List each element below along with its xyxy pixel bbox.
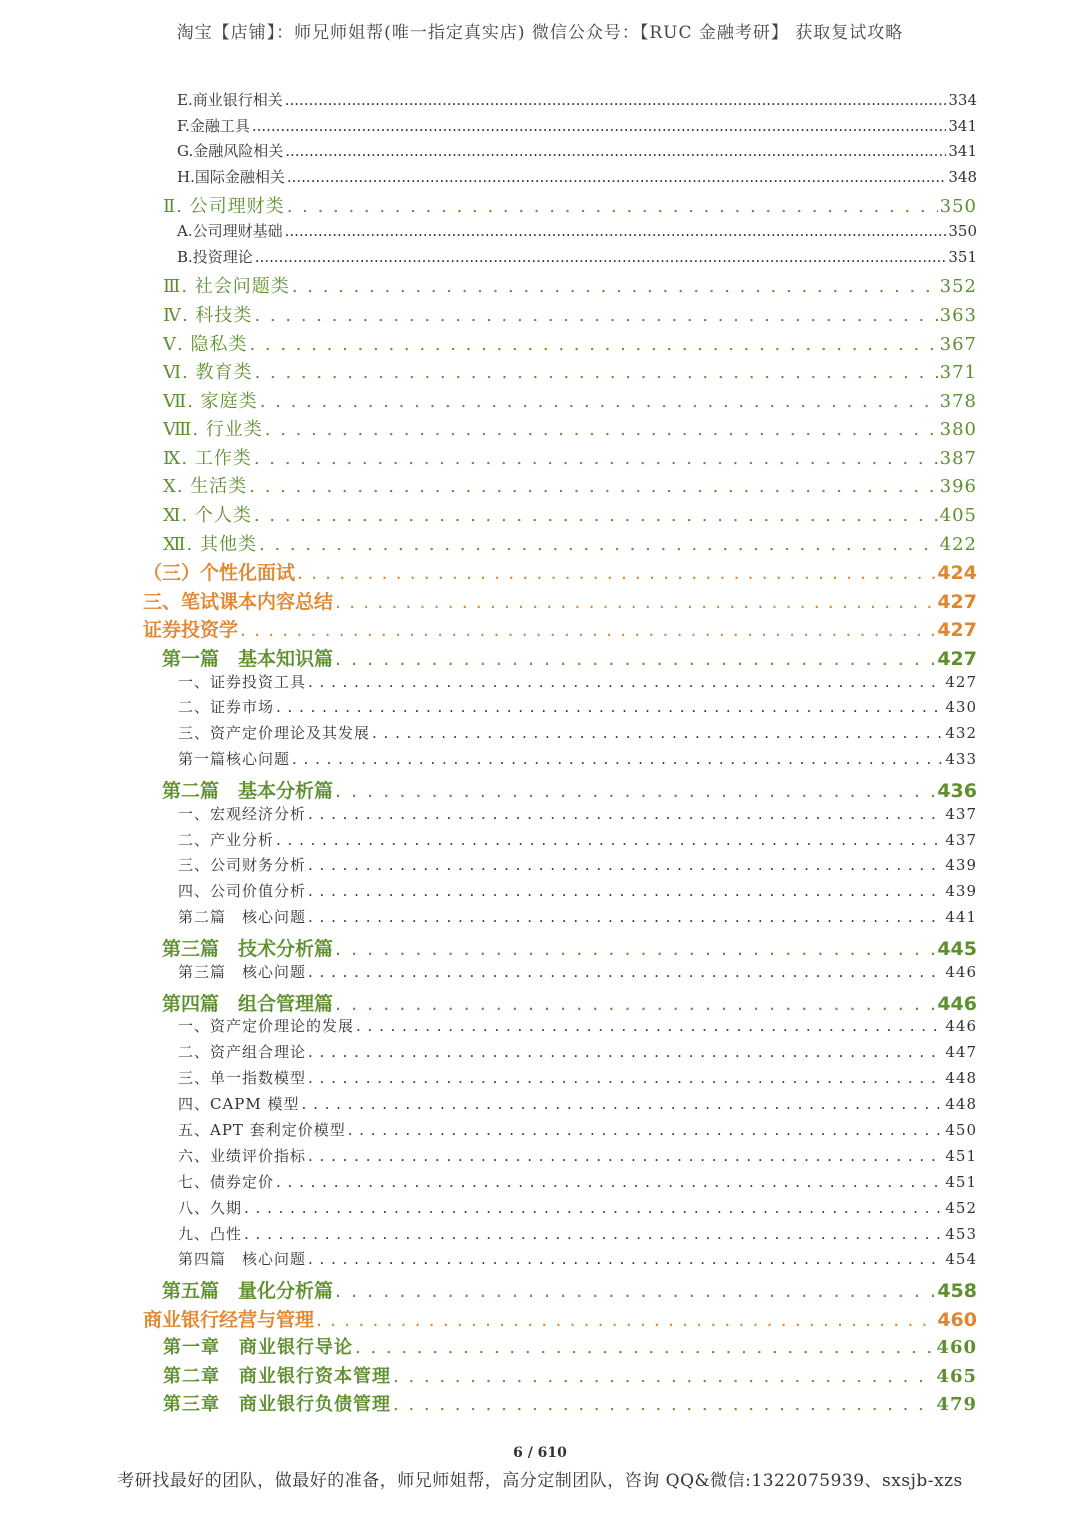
toc-leader-dots xyxy=(348,1121,944,1139)
toc-entry-page: 351 xyxy=(948,248,977,266)
toc-entry-page: 465 xyxy=(936,1366,977,1387)
toc-entry[interactable] xyxy=(178,1145,977,1166)
toc-entry-page: 437 xyxy=(945,831,977,849)
toc-leader-dots xyxy=(393,1366,934,1387)
toc-entry[interactable] xyxy=(163,444,977,470)
toc-entry[interactable] xyxy=(163,301,977,327)
toc-entry[interactable] xyxy=(163,192,977,218)
toc-leader-dots xyxy=(308,805,943,823)
toc-entry[interactable] xyxy=(163,1362,977,1388)
toc-entry-title: 二、资产组合理论 xyxy=(178,1043,307,1061)
toc-leader-dots xyxy=(276,1173,943,1191)
toc-entry-page: 451 xyxy=(945,1147,977,1165)
toc-entry-page: 363 xyxy=(939,305,977,326)
toc-leader-dots xyxy=(285,142,946,160)
toc-leader-dots xyxy=(249,476,937,497)
toc-leader-dots xyxy=(254,305,937,326)
toc-entry[interactable] xyxy=(177,166,977,187)
toc-leader-dots xyxy=(308,1043,943,1061)
toc-leader-dots xyxy=(254,448,938,469)
toc-entry[interactable] xyxy=(177,89,977,110)
toc-leader-dots xyxy=(308,963,943,981)
toc-entry[interactable] xyxy=(162,989,977,1016)
toc-entry-page: 446 xyxy=(937,993,977,1015)
toc-entry-title: Ⅵ. 教育类 xyxy=(163,362,253,383)
toc-entry[interactable] xyxy=(162,934,977,961)
toc-leader-dots xyxy=(249,334,937,355)
toc-entry[interactable] xyxy=(178,880,977,901)
page-number: 6 / 610 xyxy=(513,1445,567,1461)
toc-entry-title: 第五篇 量化分析篇 xyxy=(162,1280,334,1302)
toc-entry-title: 证券投资学 xyxy=(143,619,239,641)
toc-entry-title: 六、业绩评价指标 xyxy=(178,1147,307,1165)
toc-entry[interactable] xyxy=(143,615,977,642)
toc-entry-title: Ⅹ. 生活类 xyxy=(163,476,248,497)
toc-entry-page: 334 xyxy=(948,91,977,109)
toc-entry-title: Ⅺ. 个人类 xyxy=(163,505,252,526)
toc-entry-title: 二、产业分析 xyxy=(178,831,275,849)
toc-entry[interactable] xyxy=(162,1276,977,1303)
toc-entry[interactable] xyxy=(178,1197,977,1218)
toc-entry-title: 第三篇 技术分析篇 xyxy=(162,938,334,960)
toc-leader-dots xyxy=(285,222,947,240)
toc-entry-page: 452 xyxy=(945,1199,977,1217)
toc-entry-title: A.公司理财基础 xyxy=(177,222,283,240)
toc-leader-dots xyxy=(308,1069,943,1087)
toc-leader-dots xyxy=(244,1225,943,1243)
toc-entry-title: Ⅱ. 公司理财类 xyxy=(163,196,285,217)
toc-entry-title: Ⅲ. 社会问题类 xyxy=(163,276,290,297)
toc-entry-page: 446 xyxy=(945,1017,977,1035)
toc-entry-title: Ⅴ. 隐私类 xyxy=(163,334,248,355)
toc-entry-page: 396 xyxy=(939,476,977,497)
toc-leader-dots xyxy=(335,648,935,670)
toc-entry-title: Ⅷ. 行业类 xyxy=(163,419,263,440)
toc-entry[interactable] xyxy=(162,776,977,803)
toc-leader-dots xyxy=(265,419,938,440)
toc-entry-title: 三、单一指数模型 xyxy=(178,1069,307,1087)
toc-leader-dots xyxy=(308,1250,943,1268)
page-header: 淘宝【店铺】：师兄师姐帮(唯一指定真实店) 微信公众号：【RUC 金融考研】 获取复试攻略 xyxy=(176,23,904,43)
toc-entry-title: 四、CAPM 模型 xyxy=(178,1095,300,1113)
toc-entry-title: 一、证券投资工具 xyxy=(178,673,307,691)
toc-leader-dots xyxy=(356,1017,943,1035)
toc-entry-page: 352 xyxy=(939,276,977,297)
toc-entry-page: 441 xyxy=(945,908,977,926)
toc-entry-page: 437 xyxy=(945,805,977,823)
toc-entry-title: 第二篇 基本分析篇 xyxy=(162,780,334,802)
toc-entry-title: 五、APT 套利定价模型 xyxy=(178,1121,346,1139)
toc-entry[interactable] xyxy=(178,854,977,875)
toc-leader-dots xyxy=(308,856,943,874)
toc-entry[interactable] xyxy=(178,748,977,769)
toc-leader-dots xyxy=(335,1280,935,1302)
toc-entry-title: Ⅻ. 其他类 xyxy=(163,534,258,555)
toc-entry[interactable] xyxy=(163,415,977,441)
toc-entry-title: F.金融工具 xyxy=(177,117,250,135)
toc-leader-dots xyxy=(255,248,947,266)
toc-entry-page: 424 xyxy=(937,562,977,584)
toc-entry-page: 367 xyxy=(939,334,977,355)
toc-entry-page: 479 xyxy=(936,1394,977,1415)
toc-entry[interactable] xyxy=(163,530,977,556)
toc-entry[interactable] xyxy=(178,722,977,743)
toc-entry[interactable] xyxy=(178,696,977,717)
toc-entry-page: 439 xyxy=(945,882,977,900)
toc-entry-page: 432 xyxy=(945,724,977,742)
toc-entry-title: 第三篇 核心问题 xyxy=(178,963,307,981)
toc-entry[interactable] xyxy=(163,272,977,298)
toc-leader-dots xyxy=(308,882,943,900)
toc-entry-title: 第二篇 核心问题 xyxy=(178,908,307,926)
toc-entry-page: 448 xyxy=(945,1095,977,1113)
toc-leader-dots xyxy=(297,562,935,584)
toc-leader-dots xyxy=(355,1337,934,1358)
toc-entry[interactable] xyxy=(178,1223,977,1244)
toc-entry-page: 422 xyxy=(939,534,977,555)
toc-entry[interactable] xyxy=(177,220,977,241)
toc-leader-dots xyxy=(393,1394,934,1415)
toc-entry[interactable] xyxy=(178,1171,977,1192)
toc-entry-title: （三）个性化面试 xyxy=(143,562,296,584)
toc-entry-title: Ⅳ. 科技类 xyxy=(163,305,253,326)
toc-entry-title: 三、公司财务分析 xyxy=(178,856,307,874)
toc-entry-page: 439 xyxy=(945,856,977,874)
toc-entry[interactable] xyxy=(163,501,977,527)
toc-entry-title: 一、宏观经济分析 xyxy=(178,805,307,823)
toc-entry-title: G.金融风险相关 xyxy=(177,142,284,160)
toc-entry[interactable] xyxy=(162,644,977,671)
toc-entry-page: 341 xyxy=(948,117,977,135)
toc-entry-page: 341 xyxy=(948,142,977,160)
toc-entry[interactable] xyxy=(178,1248,977,1269)
toc-leader-dots xyxy=(252,117,947,135)
toc-entry[interactable] xyxy=(178,961,977,982)
toc-entry-page: 350 xyxy=(939,196,977,217)
toc-leader-dots xyxy=(240,619,935,641)
toc-entry[interactable] xyxy=(143,1305,977,1332)
toc-entry-page: 430 xyxy=(945,698,977,716)
toc-leader-dots xyxy=(287,196,938,217)
toc-leader-dots xyxy=(260,391,938,412)
toc-leader-dots xyxy=(292,750,943,768)
toc-leader-dots xyxy=(255,362,938,383)
toc-entry-page: 405 xyxy=(939,505,977,526)
toc-leader-dots xyxy=(335,938,935,960)
toc-leader-dots xyxy=(276,831,943,849)
toc-entry-page: 427 xyxy=(937,648,977,670)
page-footer: 考研找最好的团队，做最好的准备，师兄师姐帮，高分定制团队，咨询 QQ&微信:1322075939、sxsjb-xzs xyxy=(117,1471,963,1491)
toc-entry[interactable] xyxy=(177,246,977,267)
toc-entry-title: Ⅸ. 工作类 xyxy=(163,448,252,469)
toc-entry-title: 七、债券定价 xyxy=(178,1173,275,1191)
toc-entry-page: 445 xyxy=(937,938,977,960)
toc-entry-title: 二、证券市场 xyxy=(178,698,275,716)
toc-entry[interactable] xyxy=(163,387,977,413)
toc-entry[interactable] xyxy=(178,803,977,824)
toc-entry[interactable] xyxy=(163,358,977,384)
toc-entry-title: 第一篇 基本知识篇 xyxy=(162,648,334,670)
toc-leader-dots xyxy=(308,908,943,926)
toc-entry-page: 433 xyxy=(945,750,977,768)
toc-leader-dots xyxy=(308,1147,943,1165)
toc-entry[interactable] xyxy=(178,671,977,692)
toc-entry-page: 348 xyxy=(948,168,977,186)
toc-entry-page: 371 xyxy=(939,362,977,383)
toc-leader-dots xyxy=(372,724,943,742)
toc-entry-page: 436 xyxy=(937,780,977,802)
toc-entry-page: 380 xyxy=(939,419,977,440)
toc-entry-page: 447 xyxy=(945,1043,977,1061)
toc-leader-dots xyxy=(287,168,947,186)
toc-entry-title: 第一章 商业银行导论 xyxy=(163,1337,353,1358)
toc-leader-dots xyxy=(335,780,935,802)
toc-entry-page: 460 xyxy=(936,1337,977,1358)
toc-entry-page: 427 xyxy=(937,591,977,613)
toc-entry[interactable] xyxy=(178,829,977,850)
toc-entry-title: H.国际金融相关 xyxy=(177,168,285,186)
toc-entry-title: B.投资理论 xyxy=(177,248,253,266)
toc-entry-title: 第一篇核心问题 xyxy=(178,750,291,768)
toc-leader-dots xyxy=(335,591,935,613)
toc-entry[interactable] xyxy=(163,472,977,498)
toc-leader-dots xyxy=(316,1309,935,1331)
toc-entry[interactable] xyxy=(177,115,977,136)
toc-entry-page: 446 xyxy=(945,963,977,981)
toc-entry[interactable] xyxy=(178,906,977,927)
toc-leader-dots xyxy=(335,993,935,1015)
toc-leader-dots xyxy=(244,1199,943,1217)
toc-entry[interactable] xyxy=(143,587,977,614)
toc-entry-page: 427 xyxy=(945,673,977,691)
toc-entry-page: 350 xyxy=(948,222,977,240)
toc-entry-title: 三、资产定价理论及其发展 xyxy=(178,724,371,742)
toc-entry-page: 450 xyxy=(945,1121,977,1139)
toc-entry-page: 387 xyxy=(939,448,977,469)
toc-entry-page: 454 xyxy=(945,1250,977,1268)
toc-entry[interactable] xyxy=(178,1015,977,1036)
toc-entry[interactable] xyxy=(178,1041,977,1062)
toc-leader-dots xyxy=(302,1095,944,1113)
toc-leader-dots xyxy=(259,534,938,555)
toc-entry[interactable] xyxy=(163,330,977,356)
toc-leader-dots xyxy=(285,91,947,109)
toc-entry-title: E.商业银行相关 xyxy=(177,91,283,109)
toc-entry[interactable] xyxy=(178,1067,977,1088)
toc-entry-page: 453 xyxy=(945,1225,977,1243)
toc-entry-page: 458 xyxy=(937,1280,977,1302)
toc-entry-title: 九、凸性 xyxy=(178,1225,243,1243)
toc-entry-page: 451 xyxy=(945,1173,977,1191)
toc-entry[interactable] xyxy=(163,1390,977,1416)
toc-entry-page: 378 xyxy=(939,391,977,412)
toc-leader-dots xyxy=(254,505,938,526)
toc-entry-page: 427 xyxy=(937,619,977,641)
toc-entry-title: 第四篇 组合管理篇 xyxy=(162,993,334,1015)
toc-leader-dots xyxy=(308,673,943,691)
toc-entry-title: 商业银行经营与管理 xyxy=(143,1309,315,1331)
toc-entry-title: 一、资产定价理论的发展 xyxy=(178,1017,355,1035)
toc-entry-title: 第三章 商业银行负债管理 xyxy=(163,1394,391,1415)
toc-entry-title: 八、久期 xyxy=(178,1199,243,1217)
toc-entry-title: 第四篇 核心问题 xyxy=(178,1250,307,1268)
toc-entry[interactable] xyxy=(178,1119,977,1140)
toc-leader-dots xyxy=(276,698,943,716)
toc-entry-title: 三、笔试课本内容总结 xyxy=(143,591,334,613)
toc-entry-title: 第二章 商业银行资本管理 xyxy=(163,1366,391,1387)
toc-entry-page: 460 xyxy=(937,1309,977,1331)
toc-entry[interactable] xyxy=(163,1333,977,1359)
toc-entry-title: Ⅶ. 家庭类 xyxy=(163,391,258,412)
toc-entry[interactable] xyxy=(143,558,977,585)
toc-entry[interactable] xyxy=(177,140,977,161)
toc-entry-title: 四、公司价值分析 xyxy=(178,882,307,900)
toc-leader-dots xyxy=(292,276,938,297)
toc-entry[interactable] xyxy=(178,1093,977,1114)
toc-entry-page: 448 xyxy=(945,1069,977,1087)
